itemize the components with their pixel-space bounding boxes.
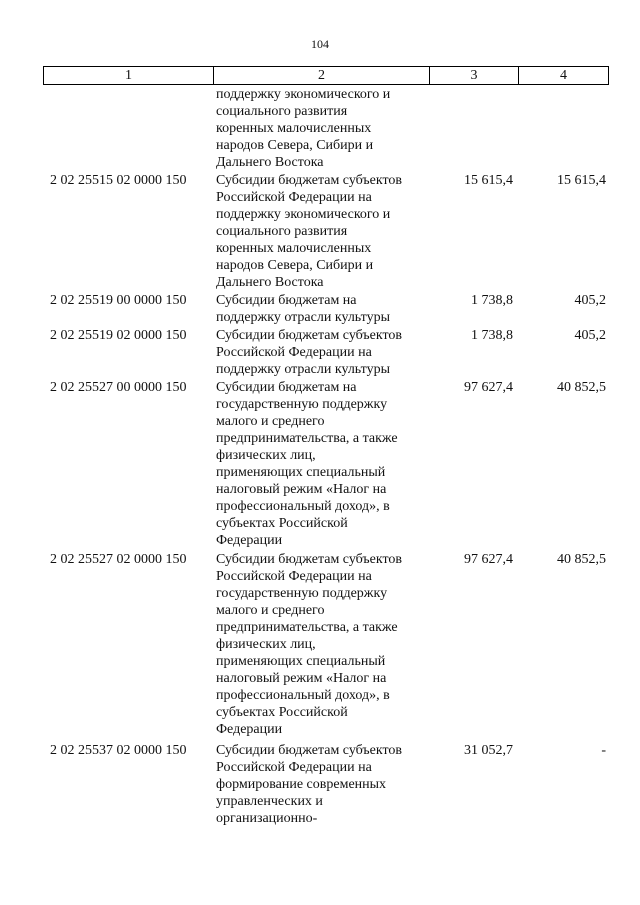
row-value-column-3: 15 615,4 bbox=[464, 173, 513, 188]
description-line: Субсидии бюджетам субъектов bbox=[216, 328, 403, 343]
description-line: поддержку экономического и bbox=[216, 207, 391, 222]
row-value-column-4: 40 852,5 bbox=[557, 552, 606, 567]
row-description bbox=[216, 86, 426, 171]
description-line: Субсидии бюджетам на bbox=[216, 380, 357, 395]
row-code: 2 02 25527 00 0000 150 bbox=[50, 380, 187, 395]
row-value-column-3: 97 627,4 bbox=[464, 552, 513, 567]
row-description bbox=[216, 742, 426, 827]
description-line: управленческих и bbox=[216, 794, 323, 809]
column-header-3: 3 bbox=[470, 68, 478, 83]
row-description bbox=[216, 292, 426, 326]
row-code: 2 02 25519 00 0000 150 bbox=[50, 293, 187, 308]
column-header-4: 4 bbox=[560, 68, 567, 83]
description-line: субъектах Российской bbox=[216, 705, 348, 720]
description-line: организационно- bbox=[216, 811, 318, 826]
description-line: физических лиц, bbox=[216, 448, 316, 463]
description-line: поддержку отрасли культуры bbox=[216, 362, 391, 377]
description-line: государственную поддержку bbox=[216, 586, 388, 601]
description-line: физических лиц, bbox=[216, 637, 316, 652]
row-value-column-4: 15 615,4 bbox=[557, 173, 606, 188]
row-code: 2 02 25515 02 0000 150 bbox=[50, 173, 187, 188]
description-line: коренных малочисленных bbox=[216, 121, 372, 136]
row-value-column-4: 40 852,5 bbox=[557, 380, 606, 395]
description-line: поддержку экономического и bbox=[216, 87, 391, 102]
description-line: профессиональный доход», в bbox=[216, 688, 390, 703]
description-line: субъектах Российской bbox=[216, 516, 348, 531]
description-line: Федерации bbox=[216, 533, 283, 548]
row-code: 2 02 25519 02 0000 150 bbox=[50, 328, 187, 343]
description-line: Субсидии бюджетам субъектов bbox=[216, 743, 403, 758]
description-line: народов Севера, Сибири и bbox=[216, 258, 374, 273]
description-line: профессиональный доход», в bbox=[216, 499, 390, 514]
row-value-column-3: 1 738,8 bbox=[471, 328, 513, 343]
description-line: Федерации bbox=[216, 722, 283, 737]
description-line: применяющих специальный bbox=[216, 465, 386, 480]
description-line: Российской Федерации на bbox=[216, 345, 372, 360]
page-number: 104 bbox=[311, 37, 329, 51]
row-value-column-3: 1 738,8 bbox=[471, 293, 513, 308]
row-description bbox=[216, 551, 426, 738]
row-code: 2 02 25527 02 0000 150 bbox=[50, 552, 187, 567]
row-description bbox=[216, 172, 426, 291]
row-value-column-4: 405,2 bbox=[574, 293, 606, 308]
description-line: налоговый режим «Налог на bbox=[216, 671, 387, 686]
description-line: социального развития bbox=[216, 104, 348, 119]
description-line: Дальнего Востока bbox=[216, 155, 324, 170]
description-line: налоговый режим «Налог на bbox=[216, 482, 387, 497]
description-line: предпринимательства, а также bbox=[216, 431, 398, 446]
row-description bbox=[216, 379, 426, 549]
description-line: малого и среднего bbox=[216, 603, 325, 618]
row-description bbox=[216, 327, 426, 378]
description-line: социального развития bbox=[216, 224, 348, 239]
column-header-2: 2 bbox=[318, 68, 325, 83]
description-line: коренных малочисленных bbox=[216, 241, 372, 256]
description-line: Российской Федерации на bbox=[216, 760, 372, 775]
table-header-row bbox=[43, 66, 609, 85]
description-line: Дальнего Востока bbox=[216, 275, 324, 290]
row-value-column-4: 405,2 bbox=[574, 328, 606, 343]
description-line: Российской Федерации на bbox=[216, 190, 372, 205]
row-value-column-4: - bbox=[601, 743, 606, 758]
row-value-column-3: 31 052,7 bbox=[464, 743, 513, 758]
row-code: 2 02 25537 02 0000 150 bbox=[50, 743, 187, 758]
description-line: Субсидии бюджетам субъектов bbox=[216, 173, 403, 188]
description-line: Субсидии бюджетам на bbox=[216, 293, 357, 308]
description-line: формирование современных bbox=[216, 777, 387, 792]
description-line: малого и среднего bbox=[216, 414, 325, 429]
description-line: народов Севера, Сибири и bbox=[216, 138, 374, 153]
description-line: предпринимательства, а также bbox=[216, 620, 398, 635]
description-line: Субсидии бюджетам субъектов bbox=[216, 552, 403, 567]
description-line: применяющих специальный bbox=[216, 654, 386, 669]
description-line: поддержку отрасли культуры bbox=[216, 310, 391, 325]
row-value-column-3: 97 627,4 bbox=[464, 380, 513, 395]
description-line: Российской Федерации на bbox=[216, 569, 372, 584]
description-line: государственную поддержку bbox=[216, 397, 388, 412]
column-header-1: 1 bbox=[125, 68, 132, 83]
